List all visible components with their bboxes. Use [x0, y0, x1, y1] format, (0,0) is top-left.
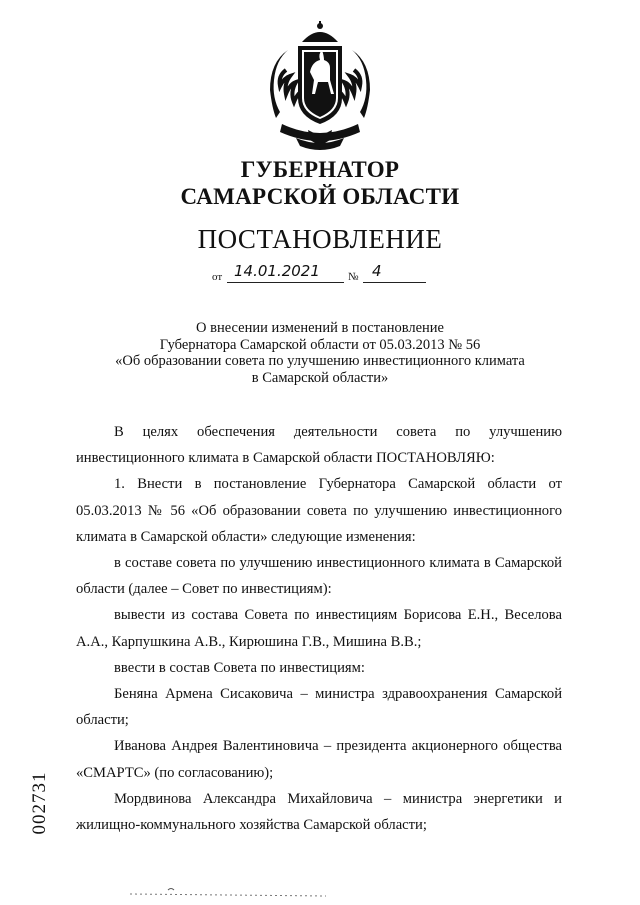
body-paragraph: в составе совета по улучшению инвестиционного климата в Самарской области (далее – Совет по инвестициям):: [76, 555, 562, 598]
date-number-line: [212, 262, 432, 284]
registration-stamp: [20, 768, 60, 838]
body-paragraph: Мордвинова Александра Михайловича – министра энергетики и жилищно-коммунального хозяйства Самарской области;: [76, 790, 562, 834]
date-handwritten: 14.01.2021: [234, 262, 320, 280]
body-paragraph: 1. Внести в постановление Губернатора Самарской области от 05.03.2013 № 56 «Об образовании совета по улучшению инвестиционного климата в Самарской области» следующие изменения:: [76, 476, 562, 545]
registration-number: 002731: [29, 771, 50, 835]
body-paragraph: вывести из состава Совета по инвестициям Борисова Е.Н., Веселова А.А., Карпушкина А.В., Кирюшина Г.В., Мишина В.В.;: [76, 607, 562, 650]
date-underline: [227, 282, 344, 283]
issuer-title-line1: ГУБЕРНАТОР: [240, 157, 400, 182]
date-prefix: от: [212, 271, 223, 283]
scan-artifact: [128, 884, 328, 900]
document-subject: [70, 320, 570, 386]
document-body: [76, 419, 562, 838]
body-paragraph: В целях обеспечения деятельности совета по улучшению инвестиционного климата в Самарской области ПОСТАНОВЛЯЮ:: [76, 424, 562, 467]
body-paragraph: Беняна Армена Сисаковича – министра здравоохранения Самарской области;: [76, 686, 562, 729]
subject-line: «Об образовании совета по улучшению инвестиционного климата: [115, 353, 525, 369]
issuer-title-line2: САМАРСКОЙ ОБЛАСТИ: [180, 184, 460, 209]
body-paragraph: Иванова Андрея Валентиновича – президента акционерного общества «СМАРТС» (по согласованию);: [76, 738, 562, 781]
number-prefix: №: [348, 271, 359, 283]
number-handwritten: 4: [372, 262, 382, 280]
subject-line: Губернатора Самарской области от 05.03.2013 № 56: [159, 336, 481, 353]
number-underline: [363, 282, 426, 283]
subject-line: в Самарской области»: [251, 369, 389, 386]
samara-coat-of-arms-icon: [268, 20, 372, 152]
document-type: ПОСТАНОВЛЕНИЕ: [197, 224, 443, 254]
body-paragraph: ввести в состав Совета по инвестициям:: [114, 659, 365, 676]
subject-line: О внесении изменений в постановление: [196, 320, 444, 336]
